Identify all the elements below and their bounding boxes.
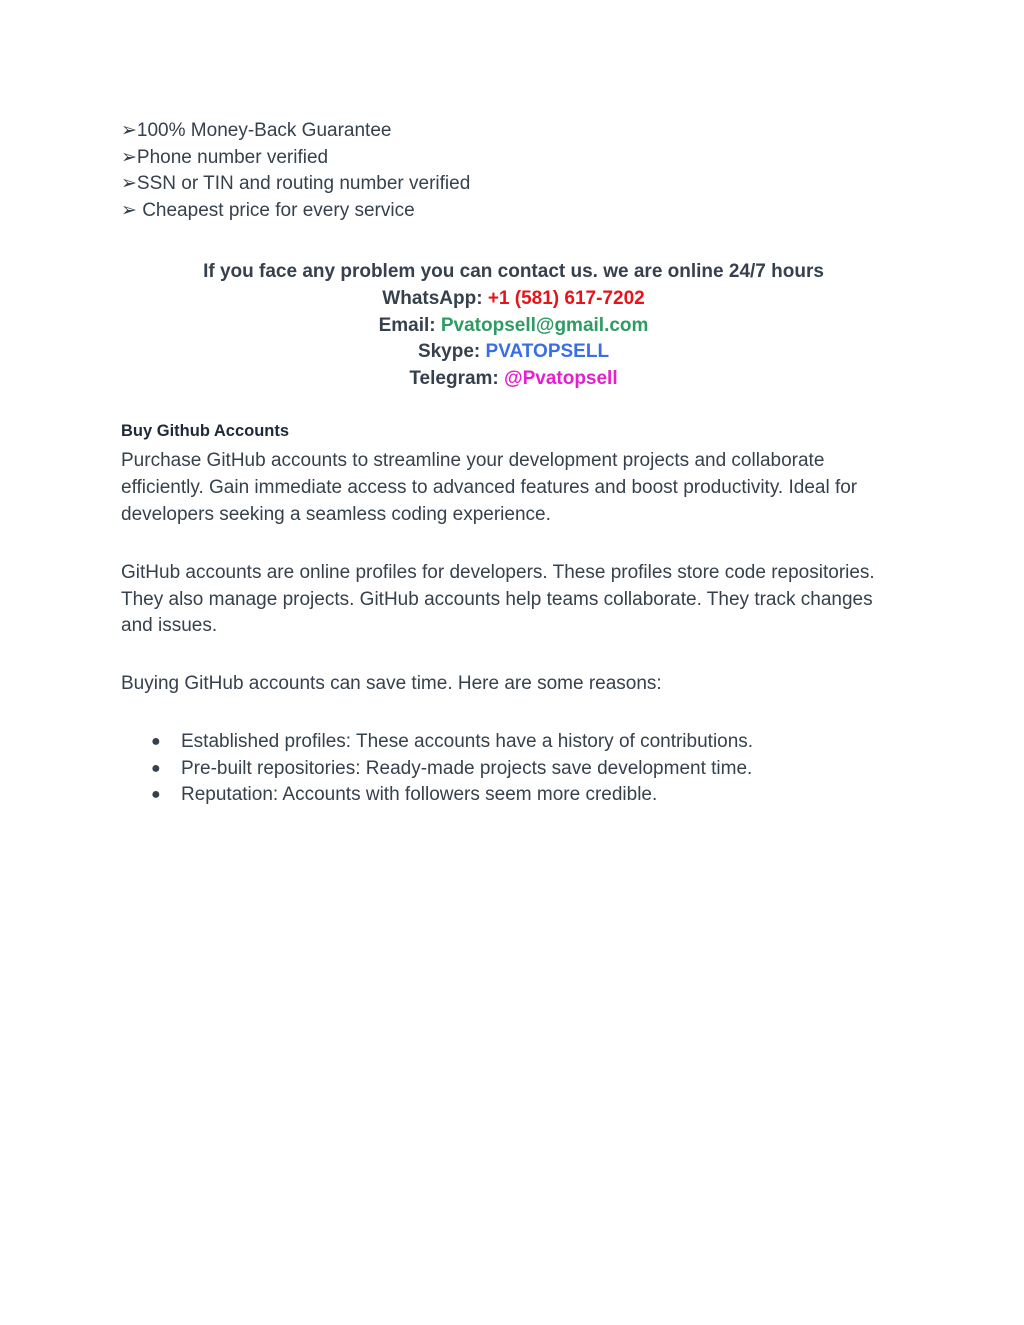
telegram-line <box>121 366 906 393</box>
arrow-icon: ➢ <box>121 199 137 221</box>
arrow-icon: ➢ <box>121 146 137 168</box>
email-line <box>121 313 906 340</box>
feature-item <box>121 198 906 225</box>
document-page <box>121 118 906 809</box>
bullet-icon: ● <box>151 732 161 750</box>
arrow-icon: ➢ <box>121 120 137 141</box>
feature-item <box>121 118 906 145</box>
section-heading: Buy Github Accounts <box>121 422 290 441</box>
contact-block <box>121 259 906 392</box>
list-item-text: Pre-built repositories: Ready-made projects save development time. <box>181 757 753 779</box>
bullet-icon: ● <box>151 759 161 777</box>
paragraph: Buying GitHub accounts can save time. Here are some reasons: <box>121 673 662 695</box>
skype-label: Skype: <box>417 341 486 363</box>
list-item <box>151 756 906 783</box>
telegram-handle[interactable]: @Pvatopsell <box>504 367 618 389</box>
skype-id[interactable]: PVATOPSELL <box>485 341 610 363</box>
telegram-label: Telegram: <box>409 367 505 389</box>
skype-line <box>121 339 906 366</box>
list-item <box>151 729 906 756</box>
paragraph: GitHub accounts are online profiles for developers. These profiles store code repositories. They also manage projects. GitHub accounts help teams collaborate. They track changes and issues. <box>121 561 875 637</box>
list-item-text: Reputation: Accounts with followers seem more credible. <box>181 784 658 806</box>
feature-list <box>121 118 906 224</box>
feature-text: Cheapest price for every service <box>136 199 415 221</box>
whatsapp-line <box>121 286 906 313</box>
paragraph: Purchase GitHub accounts to streamline your development projects and collaborate efficiently. Gain immediate access to advanced features and boost productivity. Ideal for developers seeking a seamless coding experience. <box>121 450 858 525</box>
feature-item <box>121 171 906 198</box>
feature-text: Phone number verified <box>136 146 329 168</box>
arrow-icon: ➢ <box>121 173 137 195</box>
feature-text: 100% Money-Back Guarantee <box>136 120 392 141</box>
reasons-list <box>121 729 906 809</box>
contact-intro: If you face any problem you can contact us. we are online 24/7 hours <box>203 261 824 283</box>
list-item <box>151 782 906 809</box>
whatsapp-number[interactable]: +1 (581) 617-7202 <box>487 287 645 309</box>
bullet-icon: ● <box>151 786 161 804</box>
email-address[interactable]: Pvatopsell@gmail.com <box>440 314 649 336</box>
email-label: Email: <box>378 314 441 336</box>
list-item-text: Established profiles: These accounts have a history of contributions. <box>181 730 754 752</box>
whatsapp-label: WhatsApp: <box>382 287 488 309</box>
feature-item <box>121 145 906 172</box>
feature-text: SSN or TIN and routing number verified <box>136 173 471 195</box>
